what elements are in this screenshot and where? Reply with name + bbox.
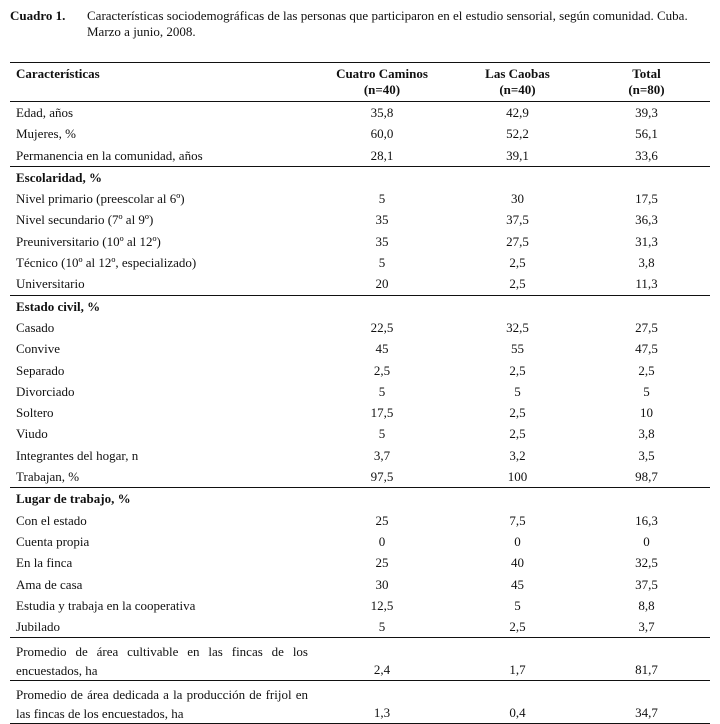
table-row: [10, 574, 710, 595]
cuatro-caminos-value: 2,5: [373, 362, 391, 378]
section-row: [10, 295, 710, 317]
las-caobas-value: 55: [511, 341, 524, 357]
total-value: 2,5: [638, 362, 655, 378]
total-value: 16,3: [635, 512, 658, 528]
las-caobas-value: [452, 488, 583, 510]
cuatro-caminos-value: 30: [375, 576, 389, 592]
total-value: [583, 295, 710, 317]
row-label: Nivel secundario (7º al 9º): [16, 212, 154, 228]
row-label: Edad, años: [16, 105, 74, 120]
section-label: Escolaridad, %: [10, 166, 312, 188]
total-value: 5: [643, 383, 650, 399]
table-body: [10, 102, 710, 724]
row-label: Trabajan, %: [16, 469, 80, 485]
cuatro-caminos-value: 3,7: [373, 447, 391, 463]
cuatro-caminos-value: 35: [375, 233, 389, 249]
total-value: 8,8: [638, 597, 655, 613]
las-caobas-value: 45: [511, 576, 524, 592]
table-row: [10, 338, 710, 359]
table-row: [10, 616, 710, 638]
row-label: Jubilado: [16, 619, 61, 635]
row-label: Convive: [16, 341, 61, 357]
table-row: [10, 252, 710, 273]
cuatro-caminos-value: 97,5: [370, 469, 394, 485]
cuatro-caminos-value: 25: [375, 512, 389, 528]
total-value: 3,8: [638, 426, 655, 442]
las-caobas-value: 27,5: [506, 233, 529, 249]
total-value: 17,5: [635, 191, 658, 207]
cuatro-caminos-value: 5: [378, 426, 386, 442]
row-label: Divorciado: [16, 383, 75, 399]
row-label: Mujeres, %: [16, 126, 76, 142]
las-caobas-value: 40: [511, 555, 524, 571]
total-value: 98,7: [635, 469, 658, 485]
las-caobas-value: 2,5: [509, 426, 526, 442]
header-las-caobas-n: (n=40): [499, 82, 536, 97]
total-value: 3,5: [638, 447, 655, 463]
cuatro-caminos-value: 12,5: [370, 597, 394, 613]
table-row: [10, 466, 710, 488]
las-caobas-value: 2,5: [509, 405, 526, 421]
total-value: 3,8: [638, 255, 655, 271]
row-label: Soltero: [16, 405, 54, 421]
cuatro-caminos-value: 35,8: [370, 105, 394, 120]
row-label: Técnico (10º al 12º, especializado): [16, 255, 197, 271]
cuatro-caminos-value: 5: [378, 255, 386, 271]
cuatro-caminos-value: 20: [375, 276, 389, 292]
row-label: Promedio de área cultivable en las fincas de los encuestados, ha: [10, 638, 312, 681]
section-row: [10, 166, 710, 188]
cuatro-caminos-value: 5: [378, 191, 386, 207]
table-row: [10, 681, 710, 724]
las-caobas-value: 39,1: [506, 147, 529, 163]
row-label: En la finca: [16, 555, 73, 571]
total-value: 32,5: [635, 555, 658, 571]
cuatro-caminos-value: 5: [378, 383, 386, 399]
row-label: Integrantes del hogar, n: [16, 447, 139, 463]
cuatro-caminos-value: 17,5: [370, 405, 394, 421]
table-row: [10, 595, 710, 616]
table-row: [10, 123, 710, 144]
cuatro-caminos-value: 25: [375, 555, 389, 571]
table-row: [10, 552, 710, 573]
sociodemographic-table: [10, 62, 710, 724]
header-cuatro-caminos-n: (n=40): [363, 82, 401, 97]
table-row: [10, 402, 710, 423]
table-row: [10, 317, 710, 338]
row-label: Nivel primario (preescolar al 6º): [16, 191, 185, 207]
las-caobas-value: 2,5: [509, 362, 526, 378]
total-value: [583, 166, 710, 188]
row-label: Con el estado: [16, 512, 87, 528]
las-caobas-value: 1,7: [452, 638, 583, 681]
row-label: Estudia y trabaja en la cooperativa: [16, 597, 196, 613]
total-value: 31,3: [635, 233, 658, 249]
cuatro-caminos-value: 45: [375, 341, 389, 357]
las-caobas-value: 5: [514, 597, 521, 613]
table-row: [10, 145, 710, 167]
row-label: Viudo: [16, 426, 48, 442]
row-label: Universitario: [16, 276, 85, 292]
cuatro-caminos-value: 35: [375, 212, 389, 228]
row-label: Separado: [16, 362, 65, 378]
header-characteristics: Características: [10, 63, 312, 102]
cuatro-caminos-value: 0: [378, 533, 386, 549]
las-caobas-value: 0: [514, 533, 521, 549]
las-caobas-value: 2,5: [509, 255, 526, 271]
las-caobas-value: 7,5: [509, 512, 526, 528]
header-total-n: (n=80): [628, 82, 665, 97]
table-row: [10, 102, 710, 124]
total-value: 34,7: [583, 681, 710, 724]
header-total: [583, 63, 710, 102]
caption-label: Cuadro 1.: [10, 8, 66, 23]
table-row: [10, 531, 710, 552]
las-caobas-value: 2,5: [509, 276, 526, 292]
table-header: [10, 63, 710, 102]
las-caobas-value: 2,5: [509, 619, 526, 635]
row-label: Promedio de área dedicada a la producción de frijol en las fincas de los encuestados, ha: [10, 681, 312, 724]
cuatro-caminos-value: 60,0: [370, 126, 394, 142]
total-value: 11,3: [635, 276, 658, 292]
cuatro-caminos-value: 2,4: [312, 638, 452, 681]
table-row: [10, 273, 710, 295]
table-row: [10, 638, 710, 681]
table-row: [10, 360, 710, 381]
table-row: [10, 445, 710, 466]
header-las-caobas-name: Las Caobas: [485, 66, 550, 81]
cuatro-caminos-value: [312, 488, 452, 510]
las-caobas-value: 52,2: [506, 126, 529, 142]
las-caobas-value: 0,4: [452, 681, 583, 724]
row-label: Preuniversitario (10º al 12º): [16, 233, 161, 249]
las-caobas-value: 42,9: [506, 105, 529, 120]
cuatro-caminos-value: [312, 166, 452, 188]
las-caobas-value: 5: [514, 383, 521, 399]
las-caobas-value: 100: [507, 469, 528, 485]
las-caobas-value: [452, 295, 583, 317]
row-label: Casado: [16, 319, 55, 335]
las-caobas-value: 32,5: [506, 319, 529, 335]
total-value: 3,7: [638, 619, 655, 635]
cuatro-caminos-value: 22,5: [370, 319, 394, 335]
row-label: Ama de casa: [16, 576, 83, 592]
table-row: [10, 188, 710, 209]
las-caobas-value: 37,5: [506, 212, 529, 228]
row-label: Permanencia en la comunidad, años: [16, 147, 203, 163]
total-value: 37,5: [635, 576, 658, 592]
cuatro-caminos-value: 1,3: [312, 681, 452, 724]
total-value: 33,6: [635, 147, 658, 163]
header-cuatro-caminos: [312, 63, 452, 102]
header-row: [10, 63, 710, 102]
total-value: 10: [640, 405, 653, 421]
row-label: Cuenta propia: [16, 533, 90, 549]
section-label: Estado civil, %: [10, 295, 312, 317]
total-value: 81,7: [583, 638, 710, 681]
las-caobas-value: [452, 166, 583, 188]
section-row: [10, 488, 710, 510]
table-row: [10, 510, 710, 531]
total-value: 27,5: [635, 319, 658, 335]
total-value: 56,1: [635, 126, 658, 142]
section-label: Lugar de trabajo, %: [10, 488, 312, 510]
las-caobas-value: 30: [511, 191, 524, 207]
table-row: [10, 423, 710, 444]
total-value: 36,3: [635, 212, 658, 228]
caption-text: Características sociodemográficas de las personas que participaron en el estudio sensorial, según comunidad. Cuba. Marzo a junio, 2008.: [87, 8, 688, 39]
total-value: 0: [643, 533, 650, 549]
total-value: 47,5: [635, 341, 658, 357]
table-row: [10, 231, 710, 252]
table-row: [10, 209, 710, 230]
table-row: [10, 381, 710, 402]
header-cuatro-caminos-name: Cuatro Caminos: [336, 66, 428, 81]
total-value: [583, 488, 710, 510]
header-las-caobas: [452, 63, 583, 102]
header-total-name: Total: [632, 66, 661, 81]
cuatro-caminos-value: [312, 295, 452, 317]
cuatro-caminos-value: 28,1: [370, 147, 394, 163]
cuatro-caminos-value: 5: [378, 619, 386, 635]
total-value: 39,3: [635, 105, 658, 120]
las-caobas-value: 3,2: [509, 447, 526, 463]
